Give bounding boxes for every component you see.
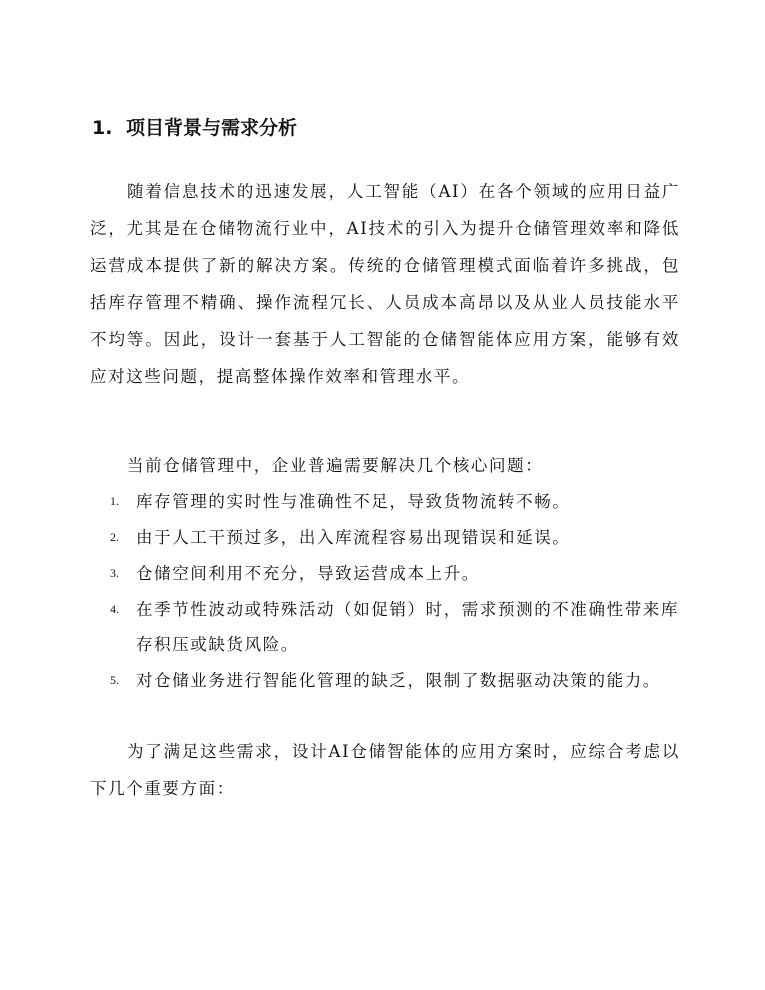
list-marker: 5.: [110, 673, 119, 687]
list-marker: 3.: [110, 566, 119, 580]
list-item-text: 仓储空间利用不充分，导致运营成本上升。: [136, 564, 480, 583]
list-item-text: 库存管理的实时性与准确性不足，导致货物流转不畅。: [136, 492, 571, 511]
list-marker: 4.: [110, 602, 119, 616]
list-item-text: 对仓储业务进行智能化管理的缺乏，限制了数据驱动决策的能力。: [136, 671, 661, 690]
list-item: [90, 520, 680, 555]
section-number: 1.: [92, 117, 113, 139]
list-marker: 2.: [110, 530, 119, 544]
lead-paragraph: 当前仓储管理中，企业普遍需要解决几个核心问题：: [127, 456, 544, 475]
list-item: [90, 484, 680, 519]
section-title: 项目背景与需求分析: [126, 117, 298, 139]
section-heading: [92, 114, 297, 142]
intro-paragraph: 随着信息技术的迅速发展，人工智能（AI）在各个领域的应用日益广泛，尤其是在仓储物流行业中，AI技术的引入为提升仓储管理效率和降低运营成本提供了新的解决方案。传统的仓储管理模式面临着许多挑战，包括库存管理不精确、操作流程冗长、人员成本高昂以及从业人员技能水平不均等。因此，设计一套基于人工智能的仓储智能体应用方案，能够有效应对这些问题，提高整体操作效率和管理水平。: [90, 182, 680, 386]
list-item: [90, 556, 680, 591]
closing-paragraph: 为了满足这些需求，设计AI仓储智能体的应用方案时，应综合考虑以下几个重要方面：: [90, 742, 680, 798]
issues-list: [90, 484, 680, 699]
list-item-text: 由于人工干预过多，出入库流程容易出现错误和延误。: [136, 528, 571, 547]
list-item: [90, 592, 680, 662]
list-item: [90, 663, 680, 698]
list-marker: 1.: [110, 494, 119, 508]
list-item-text: 在季节性波动或特殊活动（如促销）时，需求预测的不准确性带来库存积压或缺货风险。: [136, 600, 679, 654]
